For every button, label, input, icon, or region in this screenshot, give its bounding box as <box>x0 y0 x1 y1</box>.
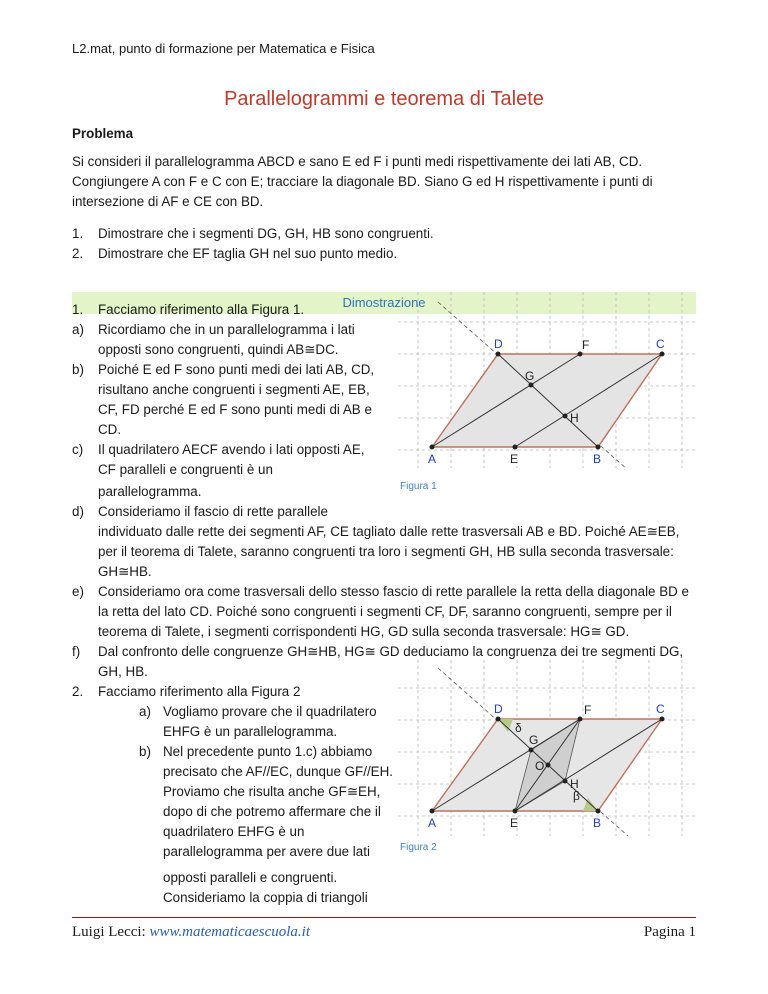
proof-sub-line <box>139 722 337 742</box>
figure-2-caption: Figura 2 <box>400 842 437 853</box>
page-header: L2.mat, punto di formazione per Matematica e Fisica <box>72 41 375 56</box>
proof-text: CD. <box>98 422 122 437</box>
label-c: C <box>656 337 665 351</box>
proof-text: risultano anche congruenti i segmenti AE, EB, <box>98 382 370 397</box>
proof-text: Nel precedente punto 1.c) abbiamo <box>163 744 373 759</box>
proof-line <box>72 582 689 602</box>
proof-marker: c) <box>72 442 84 457</box>
figure-1 <box>398 292 698 468</box>
task-list <box>72 224 434 264</box>
label-f: F <box>582 338 590 352</box>
proof-text: dopo di che potremo affermare che il <box>163 804 381 819</box>
figure-1-caption: Figura 1 <box>400 481 437 492</box>
label-h: H <box>570 777 579 791</box>
proof-line <box>72 522 679 542</box>
label-c: C <box>656 702 665 716</box>
proof-marker: b) <box>72 362 84 377</box>
proof-text: Facciamo riferimento alla Figura 2 <box>98 684 301 699</box>
proof-line <box>72 360 374 380</box>
proof-marker: e) <box>72 584 84 599</box>
proof-text: parallelogramma. <box>98 484 202 499</box>
proof-line <box>72 482 201 502</box>
label-b: B <box>593 816 602 830</box>
proof-sub-line <box>139 702 377 722</box>
proof-banner: Dimostrazione <box>72 292 696 314</box>
proof-line <box>72 542 674 562</box>
proof-text: Il quadrilatero AECF avendo i lati opposti AE, <box>98 442 365 457</box>
proof-line <box>72 602 672 622</box>
label-b: B <box>593 452 602 466</box>
proof-line <box>72 662 148 682</box>
label-beta: β <box>573 789 580 803</box>
proof-text: GH, HB. <box>98 664 148 679</box>
proof-sub-line <box>139 742 372 762</box>
proof-line <box>72 320 355 340</box>
label-g: G <box>529 733 539 747</box>
parallelogram-abcd <box>432 354 662 447</box>
proof-sub-line <box>139 842 370 862</box>
label-d: D <box>494 337 503 351</box>
proof-marker: 2. <box>72 684 84 699</box>
author-name: Luigi Lecci: <box>72 924 146 940</box>
proof-text: opposti paralleli e congruenti. <box>163 870 338 885</box>
proof-text: opposti sono congruenti, quindi AB≅DC. <box>98 342 339 357</box>
label-f: F <box>584 703 592 717</box>
proof-text: EHFG è un parallelogramma. <box>163 724 338 739</box>
proof-line <box>72 300 304 320</box>
proof-line <box>72 502 328 522</box>
proof-text: CF paralleli e congruenti è un <box>98 462 273 477</box>
proof-sub-line <box>139 762 393 782</box>
figure-2 <box>398 660 698 836</box>
site-link[interactable]: www.matematicaescuola.it <box>149 924 311 940</box>
proof-text: individuato dalle rette dei segmenti AF, CE tagliato dalle rette trasversali AB e BD. Poiché AE≅EB, <box>98 524 680 539</box>
proof-sub-line <box>139 822 304 842</box>
label-delta: δ <box>515 721 522 735</box>
proof-text: la retta del lato CD. Poiché sono congruenti i segmenti CF, DF, saranno congruenti, sempre per il <box>98 604 672 619</box>
proof-text: Consideriamo ora come trasversali dello stesso fascio di rette parallele la retta della diagonale BD e <box>98 584 689 599</box>
task-text: Dimostrare che EF taglia GH nel suo punto medio. <box>98 246 398 261</box>
proof-sub-line <box>139 868 337 888</box>
proof-text: Dal confronto delle congruenze GH≅HB, HG≅ GD deduciamo la congruenza dei tre segmenti DG, <box>98 644 684 659</box>
footer-rule <box>72 917 696 918</box>
proof-text: parallelogramma per avere due lati <box>163 844 370 859</box>
proof-line <box>72 380 370 400</box>
label-a: A <box>428 816 437 830</box>
proof-line <box>72 440 364 460</box>
problem-heading: Problema <box>72 126 134 141</box>
task-text: Dimostrare che i segmenti DG, GH, HB sono congruenti. <box>98 226 434 241</box>
proof-text: Facciamo riferimento alla Figura 1. <box>98 302 305 317</box>
proof-sub-line <box>139 802 381 822</box>
problem-statement <box>72 152 702 212</box>
page-number: Pagina 1 <box>643 924 696 940</box>
label-d: D <box>494 702 503 716</box>
proof-line <box>72 420 121 440</box>
label-o: O <box>535 759 545 773</box>
proof-text: Ricordiamo che in un parallelogramma i lati <box>98 322 355 337</box>
proof-text: teorema di Talete, i segmenti corrispondenti HG, GD sulla seconda trasversale: HG≅ GD. <box>98 624 630 639</box>
proof-text: per il teorema di Talete, saranno congruenti tra loro i segmenti GH, HB sulla seconda trasversale: <box>98 544 674 559</box>
proof-sub-line <box>139 888 368 908</box>
proof-line <box>72 460 273 480</box>
task-item <box>72 244 434 264</box>
proof-line <box>72 642 683 662</box>
proof-line <box>72 682 300 702</box>
label-e: E <box>510 816 519 830</box>
proof-text: Vogliamo provare che il quadrilatero <box>163 704 377 719</box>
footer-author <box>72 924 310 941</box>
proof-text: Consideriamo la coppia di triangoli <box>163 890 368 905</box>
proof-marker: b) <box>139 744 151 759</box>
proof-marker: f) <box>72 644 81 659</box>
proof-marker: d) <box>72 504 84 519</box>
problem-line: intersezione di AF e CE con BD. <box>72 194 264 209</box>
proof-text: Poiché E ed F sono punti medi dei lati AB, CD, <box>98 362 375 377</box>
proof-line <box>72 562 152 582</box>
proof-text: CF, FD perché E ed F sono punti medi di AB e <box>98 402 372 417</box>
label-e: E <box>510 452 519 466</box>
proof-line <box>72 340 339 360</box>
task-item <box>72 224 434 244</box>
proof-marker: a) <box>72 322 84 337</box>
problem-line: Congiungere A con F e C con E; tracciare la diagonale BD. Siano G ed H rispettivamente i punti di <box>72 174 653 189</box>
task-number: 2. <box>72 246 84 261</box>
task-number: 1. <box>72 226 84 241</box>
proof-marker: 1. <box>72 302 84 317</box>
proof-text: Proviamo che risulta anche GF≅EH, <box>163 784 381 799</box>
label-g: G <box>525 369 535 383</box>
proof-marker: a) <box>139 704 151 719</box>
label-h: H <box>570 411 579 425</box>
proof-sub-line <box>139 782 380 802</box>
proof-text: quadrilatero EHFG è un <box>163 824 305 839</box>
label-a: A <box>428 452 437 466</box>
document-title: Parallelogrammi e teorema di Talete <box>224 88 544 110</box>
proof-text: GH≅HB. <box>98 564 152 579</box>
proof-line <box>72 622 629 642</box>
problem-line: Si consideri il parallelogramma ABCD e sano E ed F i punti medi rispettivamente dei lati AB, CD. <box>72 154 643 169</box>
proof-text: precisato che AF//EC, dunque GF//EH. <box>163 764 393 779</box>
proof-text: Consideriamo il fascio di rette parallele <box>98 504 328 519</box>
proof-line <box>72 400 372 420</box>
